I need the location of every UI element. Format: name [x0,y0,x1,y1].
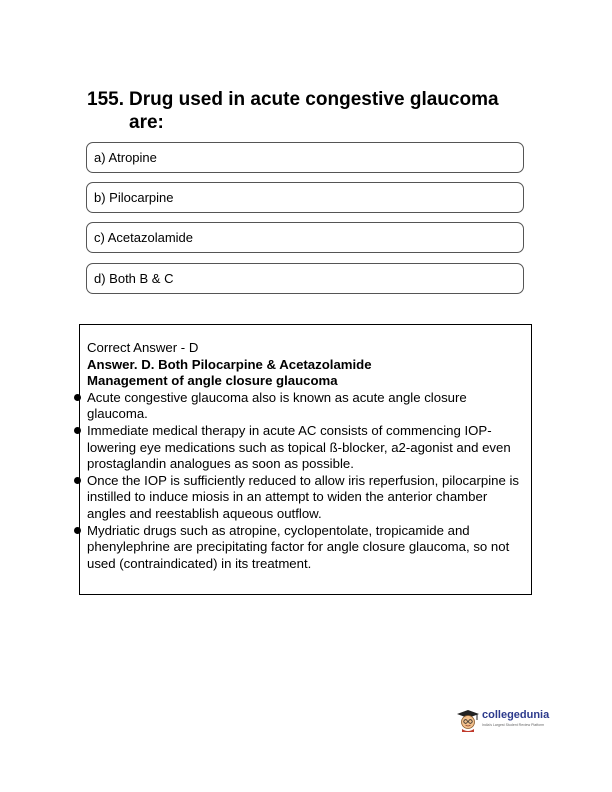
graduate-mascot-icon [456,708,480,732]
list-item [87,423,523,473]
option-c-label: c) Acetazolamide [94,230,193,245]
list-item-text: Once the IOP is sufficiently reduced to allow iris reperfusion, pilocarpine is instilled to induce miosis in an attempt to widen the anterior chamber angles and reestablish aqueous outflow. [87,472,519,521]
option-a[interactable] [86,142,524,173]
logo-tagline: India's Largest Student Review Platform [482,723,545,727]
answer-explanation-box [79,324,532,595]
answer-line: Answer. D. Both Pilocarpine & Acetazolamide [87,356,372,372]
logo-name: collegedunia [482,709,550,721]
explanation-list [87,390,523,573]
collegedunia-logo [456,708,550,732]
option-d-label: d) Both B & C [94,271,174,286]
option-d[interactable] [86,263,524,294]
list-item-text: Immediate medical therapy in acute AC consists of commencing IOP-lowering eye medications such as topical ß-blocker, a2-agonist and even prostaglandin analogues as soon as possible. [87,422,511,472]
question-heading [87,88,537,134]
question-text: Drug used in acute congestive glaucoma are: [129,89,499,133]
bullet-icon [74,427,81,434]
bullet-icon [74,527,81,534]
list-item-text: Mydriatic drugs such as atropine, cyclopentolate, tropicamide and phenylephrine are precipitating factor for angle closure glaucoma, so not used (contraindicated) in its treatment. [87,522,510,571]
correct-answer-line: Correct Answer - D [87,340,199,355]
option-a-label: a) Atropine [94,150,157,165]
list-item [87,473,523,523]
bullet-icon [74,477,81,484]
management-heading: Management of angle closure glaucoma [87,373,338,389]
option-c[interactable] [86,222,524,253]
answer-content [87,340,523,572]
list-item [87,523,523,573]
option-b-label: b) Pilocarpine [94,190,174,205]
option-b[interactable] [86,182,524,213]
bullet-icon [74,394,81,401]
list-item [87,390,523,423]
list-item-text: Acute congestive glaucoma also is known as acute angle closure glaucoma. [87,389,467,422]
question-number: 155. [87,89,124,110]
